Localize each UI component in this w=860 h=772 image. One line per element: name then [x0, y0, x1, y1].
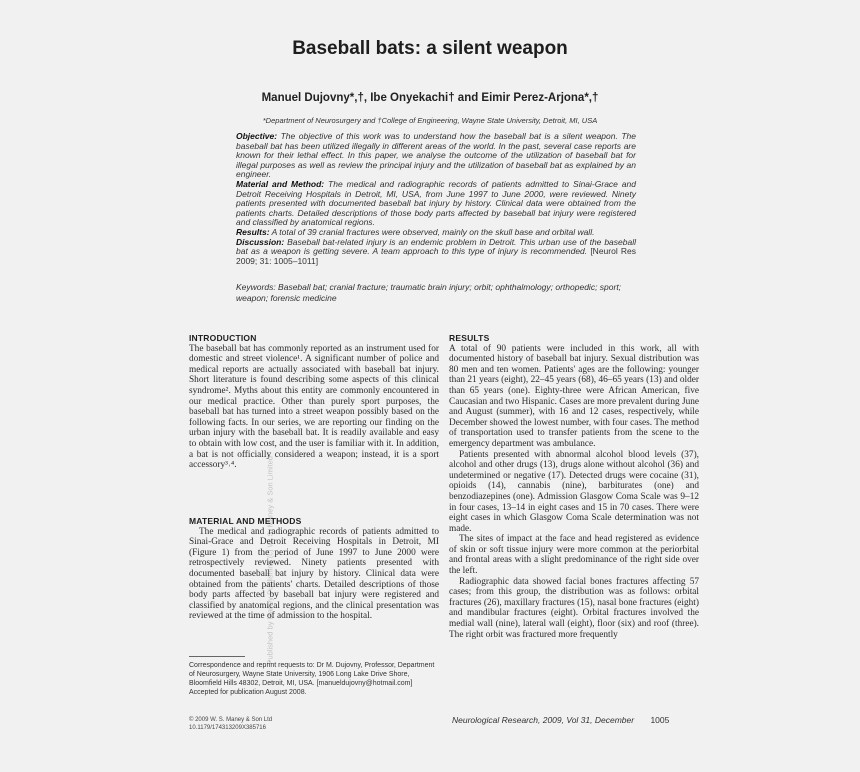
article-title: Baseball bats: a silent weapon	[292, 38, 568, 59]
keywords: Keywords: Baseball bat; cranial fracture; traumatic brain injury; orbit; ophthalmology; orthopedic; sport; weapon; forensic medicine	[236, 282, 622, 303]
author-list: Manuel Dujovny*,†, Ibe Onyekachi† and Eimir Perez-Arjona*,†	[261, 92, 599, 104]
affiliation: *Department of Neurosurgery and †College of Engineering, Wayne State University, Detroit, MI, USA	[262, 116, 598, 125]
results-paragraph: Radiographic data showed facial bones fractures affecting 57 cases; from this group, the distribution was as follows: orbital fractures (26), maxillary fractures (15), nasal bone fractures (eight) and mandibular fractures (eight). Orbital fractures involved the medial wall (nine), lateral wall (eight), floor (six) and roof (three). The right orbit was fractured more frequently	[449, 576, 699, 640]
introduction-section	[189, 333, 439, 471]
methods-body: The medical and radiographic records of patients admitted to Sinai-Grace and Detroit Receiving Hospitals in Detroit, MI (Figure 1) from the period of June 1997 to June 2000 were retrospectively reviewed. Ninety patients presented with documented baseball bat injury by history. Clinical data were obtained from the patients' charts. Detailed descriptions of those body parts affected by baseball bat injury were registered and classified by anatomical regions, and the clinical presentation was reviewed at the time of admission to the hospital.	[189, 526, 439, 622]
publisher-watermark: Published by Maney Publishing (c) W. S. Maney & Son Limited	[265, 456, 275, 665]
introduction-text: The baseball bat has commonly reported as an instrument used for domestic and street violence¹. A significant number of police and medical reports are actually associated with baseball bat injury. Short literature is found describing some aspects of this clinical syndrome². Myths about this entity are commonly encountered in our medical practice. Other than purely sport purposes, the baseball bat has turned into a street weapon possibly based on the following facts. In our series, we are reporting our finding on the urban injury with the baseball bat. It is readily available and easy to obtain with low cost, and the user is familiar with it. In addition, a bat is not officially considered a weapon; instead, it is a sport accessory³˒⁴.	[189, 343, 439, 471]
copyright-footer	[189, 716, 272, 732]
doi-text: 10.1179/174313209X385716	[189, 725, 266, 731]
copyright-text: © 2009 W. S. Maney & Son Ltd	[189, 717, 273, 723]
abstract-citation: [Neurol Res 2009; 31: 1005–1011]	[236, 246, 636, 266]
results-paragraph: The sites of impact at the face and head registered as evidence of skin or soft tissue injury were more common at the periorbital and frontal areas with a slight predominance of the right side over the left.	[449, 534, 699, 577]
discussion-label: Discussion:	[236, 236, 285, 247]
methods-section	[189, 516, 439, 622]
objective-text: The objective of this work was to understand how the baseball bat is a silent weapon. The baseball bat has been utilized illegally in different areas of the world. In the past, several case reports are known for their lethal effect. In this paper, we analyse the outcome of the utilization of baseball bat for illegal purposes as well as review the principal injury and the utilization of baseball bat as explained by an engineer.	[236, 131, 636, 180]
results-paragraph: A total of 90 patients were included in this work, all with documented history of baseball bat injury. Sexual distribution was 80 men and ten women. Patients' ages are the following: younger than 21 years (eight), 22–45 years (68), 46–65 years (13) and older than 65 years (one). Eighty-three were African American, five Caucasian and two Hispanic. Cases are more prevalent during June and August (summer), with 16 and 12 cases, respectively, while December showed the lowest number, with four cases. The method of transportation used to transfer patients from the scene to the emergency department was ambulance.	[449, 343, 699, 449]
results-section	[449, 333, 699, 640]
results-label: Results:	[236, 226, 270, 237]
objective-label: Objective:	[236, 131, 278, 141]
introduction-heading: INTRODUCTION	[189, 333, 257, 343]
results-text: A total of 39 cranial fractures were observed, mainly on the skull base and orbital wall.	[271, 226, 595, 237]
discussion-text: Baseball bat-related injury is an endemic problem in Detroit. This urban use of the baseball bat as a weapon is getting severe. A team approach to this type of injury is recommended.	[236, 236, 636, 257]
journal-footer	[452, 715, 669, 725]
methods-heading: MATERIAL AND METHODS	[189, 516, 302, 526]
page-number: 1005	[650, 715, 670, 725]
methods-text: The medical and radiographic records of patients admitted to Sinai-Grace and Detroit Receiving Hospitals in Detroit, MI, USA, from June 1997 to June 2000, were reviewed. Ninety patients presented with documented baseball bat injury by history. Clinical data were obtained from the patients charts. Detailed descriptions of those body parts affected by baseball bat injury were registered and classified by anatomical regions.	[236, 178, 636, 228]
correspondence-note: Correspondence and reprint requests to: Dr M. Dujovny, Professor, Department of Neurosurgery, Wayne State University, 1906 Long Lake Drive Shore, Bloomfield Hills 48302, Detroit, MI, USA. [manueldujovny@hotmail.com] Accepted for publication August 2008.	[189, 662, 435, 696]
journal-citation: Neurological Research, 2009, Vol 31, December	[452, 715, 635, 725]
results-paragraph: Patients presented with abnormal alcohol blood levels (37), alcohol and other drugs (13), drugs alone without alcohol (36) and undetermined or negative (17). Detected drugs were cocaine (31), opioids (14), cannabis (nine), barbiturates (one) and benzodiazepines (one). Admission Glasgow Coma Scale was 9–12 in four cases, 13–14 in eight cases and 15 in 70 cases. There were eight cases in which Glasgow Coma Scale determination was not made.	[449, 449, 699, 534]
abstract	[236, 132, 636, 266]
methods-label: Material and Method:	[236, 178, 325, 189]
footnote-rule	[189, 656, 245, 657]
results-heading: RESULTS	[449, 333, 490, 343]
